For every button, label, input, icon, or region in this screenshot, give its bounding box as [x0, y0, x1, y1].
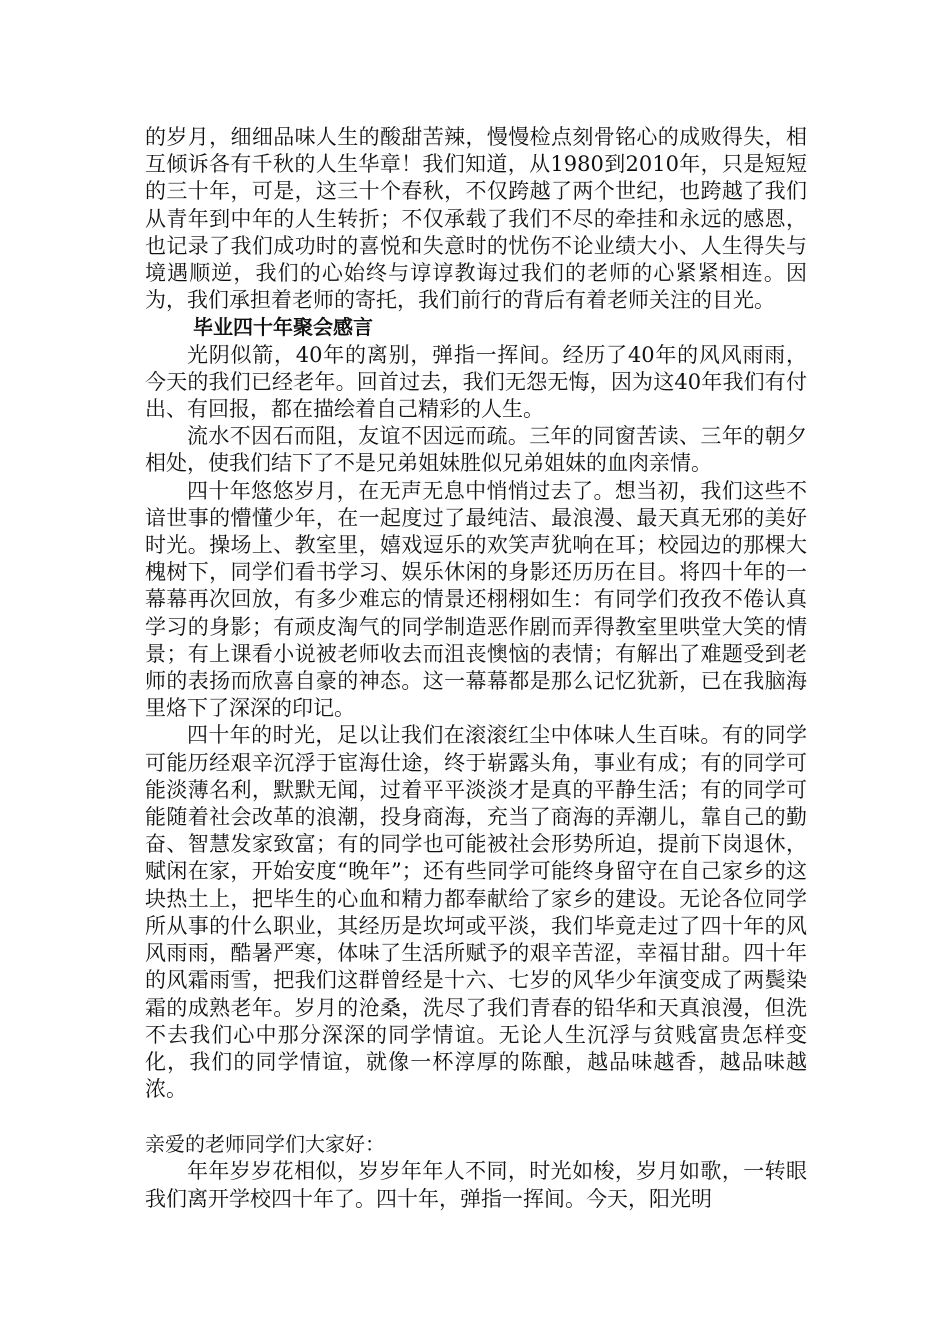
paragraph-4: 四十年的时光，足以让我们在滚滚红尘中体味人生百味。有的同学可能历经艰辛沉浮于宦海仕途，终于崭露头角，事业有成；有的同学可能淡薄名利，默默无闻，过着平平淡淡才是真的平静生活；有的同学可能随着社会改革的浪潮，投身商海，充当了商海的弄潮儿，靠自己的勤奋、智慧发家致富；有的同学也可能被社会形势所迫，提前下岗退休，赋闲在家，开始安度“晚年”；还有些同学可能终身留守在自己家乡的这块热土上，把毕生的心血和精力都奉献给了家乡的建设。无论各位同学所从事的什么职业，其经历是坎坷或平淡，我们毕竟走过了四十年的风风雨雨，酷暑严寒，体味了生活所赋予的艰辛苦涩，幸福甘甜。四十年的风霜雨雪，把我们这群曾经是十六、七岁的风华少年演变成了两鬓染霜的成熟老年。岁月的沧桑，洗尽了我们青春的铅华和天真浪漫，但洗不去我们心中那分深深的同学情谊。无论人生沉浮与贫贱富贵怎样变化，我们的同学情谊，就像一杯淳厚的陈酿，越品味越香，越品味越浓。 — [145, 723, 807, 1102]
paragraph-1: 光阴似箭，40年的离别，弹指一挥间。经历了40年的风风雨雨，今天的我们已经老年。回首过去，我们无怨无悔，因为这40年我们有付出、有回报，都在描绘着自己精彩的人生。 — [145, 342, 807, 422]
section-title: 毕业四十年聚会感言 — [193, 315, 373, 340]
intro-paragraph: 的岁月，细细品味人生的酸甜苦辣，慢慢检点刻骨铭心的成败得失，相互倾诉各有千秋的人生华章！我们知道，从1980到2010年，只是短短的三十年，可是，这三十个春秋，不仅跨越了两个世纪，也跨越了我们从青年到中年的人生转折；不仅承载了我们不尽的牵挂和永远的感恩，也记录了我们成功时的喜悦和失意时的忧伤不论业绩大小、人生得失与境遇顺逆，我们的心始终与谆谆教诲过我们的老师的心紧紧相连。因为，我们承担着老师的寄托，我们前行的背后有着老师关注的目光。 — [145, 125, 807, 313]
paragraph-2: 流水不因石而阻，友谊不因远而疏。三年的同窗苦读、三年的朝夕相处，使我们结下了不是兄弟姐妹胜似兄弟姐妹的血肉亲情。 — [145, 424, 807, 476]
closing-paragraph: 年年岁岁花相似，岁岁年年人不同，时光如梭，岁月如歌，一转眼我们离开学校四十年了。四十年，弹指一挥间。今天，阳光明 — [145, 1159, 807, 1211]
greeting-line: 亲爱的老师同学们大家好： — [145, 1132, 385, 1157]
paragraph-3: 四十年悠悠岁月，在无声无息中悄悄过去了。想当初，我们这些不谙世事的懵懂少年，在一起度过了最纯洁、最浪漫、最天真无邪的美好时光。操场上、教室里，嬉戏逗乐的欢笑声犹响在耳；校园边的那棵大槐树下，同学们看书学习、娱乐休闲的身影还历历在目。将四十年的一幕幕再次回放，有多少难忘的情景还栩栩如生：有同学们孜孜不倦认真学习的身影；有顽皮淘气的同学制造恶作剧而弄得教室里哄堂大笑的情景；有上课看小说被老师收去而沮丧懊恼的表情；有解出了难题受到老师的表扬而欣喜自豪的神态。这一幕幕都是那么记忆犹新，已在我脑海里烙下了深深的印记。 — [145, 478, 807, 721]
document-page — [145, 124, 807, 1213]
